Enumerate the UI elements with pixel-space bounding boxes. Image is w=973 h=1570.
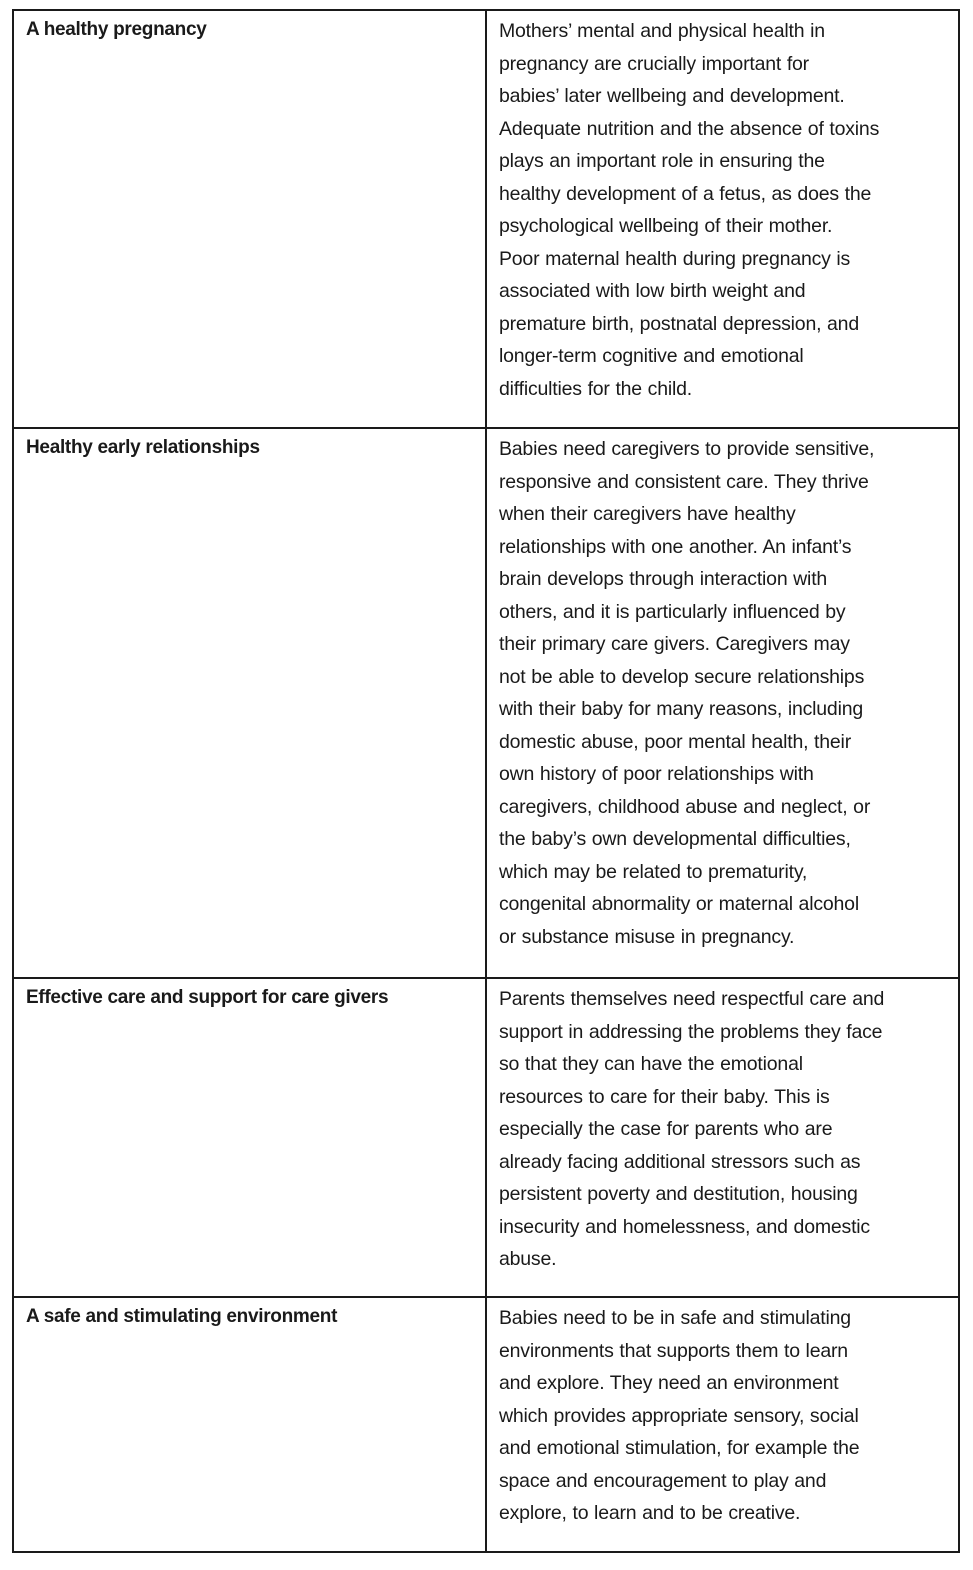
body-line: babies’ later wellbeing and development. bbox=[498, 85, 845, 107]
row-heading: Effective care and support for care givers bbox=[26, 987, 389, 1008]
row-heading: A healthy pregnancy bbox=[26, 19, 207, 40]
row-heading: A safe and stimulating environment bbox=[26, 1306, 338, 1327]
body-line: Poor maternal health during pregnancy is bbox=[498, 247, 851, 270]
body-line: Adequate nutrition and the absence of toxins bbox=[498, 117, 880, 140]
body-line: others, and it is particularly influenced by bbox=[498, 600, 846, 623]
body-line: domestic abuse, poor mental health, their bbox=[498, 730, 851, 753]
body-line: explore, to learn and to be creative. bbox=[498, 1502, 801, 1524]
body-line: so that they can have the emotional bbox=[498, 1053, 803, 1075]
body-line: their primary care givers. Caregivers may bbox=[498, 633, 850, 655]
body-line: space and encouragement to play and bbox=[498, 1469, 827, 1492]
body-line: plays an important role in ensuring the bbox=[498, 150, 825, 172]
body-cell bbox=[486, 978, 959, 1297]
body-line: Babies need caregivers to provide sensitive, bbox=[498, 438, 875, 460]
body-cell bbox=[486, 10, 959, 428]
body-cell bbox=[486, 428, 959, 978]
row-body bbox=[487, 979, 958, 1276]
body-line: relationships with one another. An infant’s bbox=[498, 535, 852, 558]
body-line: own history of poor relationships with bbox=[498, 763, 814, 785]
body-line: Mothers’ mental and physical health in bbox=[498, 20, 825, 42]
body-line: Parents themselves need respectful care and bbox=[498, 988, 885, 1010]
row-body bbox=[487, 11, 958, 405]
body-line: insecurity and homelessness, and domestic bbox=[498, 1215, 870, 1238]
body-line: psychological wellbeing of their mother. bbox=[498, 215, 833, 237]
table-row bbox=[13, 428, 959, 978]
body-line: premature birth, postnatal depression, and bbox=[498, 312, 859, 335]
body-line: or substance misuse in pregnancy. bbox=[498, 925, 795, 948]
table-row bbox=[13, 978, 959, 1297]
body-line: congenital abnormality or maternal alcohol bbox=[498, 893, 859, 915]
body-line: and emotional stimulation, for example the bbox=[498, 1437, 860, 1459]
body-line: not be able to develop secure relationships bbox=[498, 665, 865, 688]
body-line: already facing additional stressors such as bbox=[498, 1150, 861, 1173]
body-line: which provides appropriate sensory, social bbox=[498, 1404, 859, 1427]
table-row bbox=[13, 1297, 959, 1552]
body-line: healthy development of a fetus, as does the bbox=[498, 182, 872, 205]
heading-cell bbox=[13, 978, 486, 1297]
body-line: associated with low birth weight and bbox=[498, 280, 806, 302]
body-line: Babies need to be in safe and stimulating bbox=[498, 1307, 851, 1329]
body-line: environments that supports them to learn bbox=[498, 1339, 848, 1362]
content-table bbox=[12, 9, 960, 1553]
body-cell bbox=[486, 1297, 959, 1552]
body-line: when their caregivers have healthy bbox=[498, 503, 796, 525]
body-line: difficulties for the child. bbox=[498, 377, 692, 400]
heading-cell bbox=[13, 1297, 486, 1552]
body-line: the baby’s own developmental difficulties, bbox=[498, 828, 851, 850]
body-line: responsive and consistent care. They thrive bbox=[498, 470, 869, 493]
body-line: brain develops through interaction with bbox=[498, 568, 828, 590]
body-line: and explore. They need an environment bbox=[498, 1372, 839, 1394]
body-line: pregnancy are crucially important for bbox=[498, 52, 809, 75]
body-line: resources to care for their baby. This is bbox=[498, 1085, 830, 1108]
body-line: persistent poverty and destitution, housing bbox=[498, 1183, 858, 1205]
heading-cell bbox=[13, 10, 486, 428]
row-body bbox=[487, 429, 958, 953]
heading-cell bbox=[13, 428, 486, 978]
body-line: caregivers, childhood abuse and neglect, or bbox=[498, 795, 871, 818]
body-line: which may be related to prematurity, bbox=[498, 860, 808, 883]
body-line: especially the case for parents who are bbox=[498, 1118, 833, 1140]
body-line: support in addressing the problems they face bbox=[498, 1020, 883, 1043]
row-body bbox=[487, 1298, 958, 1530]
body-line: with their baby for many reasons, including bbox=[498, 698, 863, 720]
row-heading: Healthy early relationships bbox=[26, 437, 260, 458]
body-line: longer-term cognitive and emotional bbox=[498, 345, 804, 367]
table-body bbox=[13, 10, 959, 1552]
body-line: abuse. bbox=[498, 1248, 557, 1270]
table-row bbox=[13, 10, 959, 428]
